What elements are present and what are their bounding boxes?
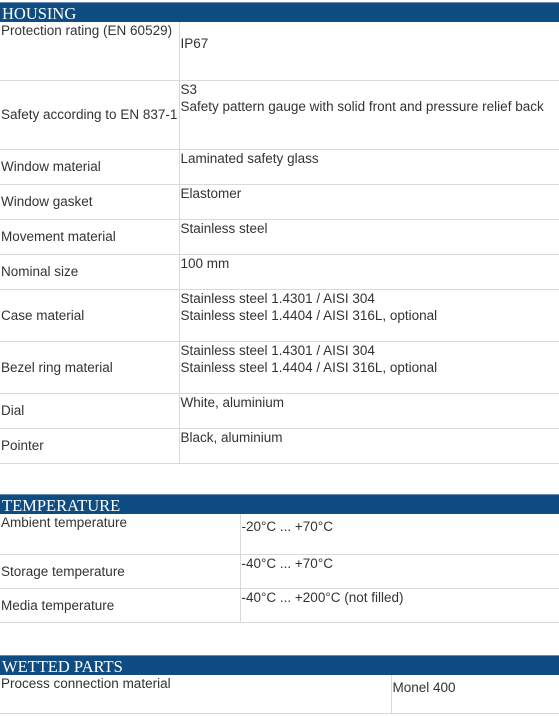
value-line: -20°C ... +70°C (241, 519, 333, 534)
value-line: -40°C ... +70°C (241, 555, 333, 571)
row-label: Window gasket (0, 184, 179, 219)
row-value (179, 184, 559, 219)
value-line: Elastomer (180, 185, 242, 201)
row-value (179, 289, 559, 341)
row-label: Storage temperature (0, 554, 240, 588)
value-line: Stainless steel 1.4301 / AISI 304 (180, 290, 375, 306)
table-row (0, 289, 559, 341)
row-value (179, 149, 559, 184)
value-line: Stainless steel 1.4404 / AISI 316L, optional (180, 307, 438, 323)
value-line: -40°C ... +200°C (not filled) (241, 589, 404, 605)
row-label: Protection rating (EN 60529) (0, 22, 179, 80)
table-row (0, 588, 559, 622)
table-row (0, 675, 559, 713)
table-row (0, 393, 559, 428)
wetted-parts-section (0, 655, 559, 714)
row-label: Safety according to EN 837-1 (0, 80, 179, 149)
section-header-housing: HOUSING (0, 2, 559, 22)
value-line: Stainless steel (180, 220, 268, 236)
temperature-table (0, 514, 559, 623)
value-line: Black, aluminium (180, 429, 283, 445)
row-label: Bezel ring material (0, 341, 179, 393)
row-label: Case material (0, 289, 179, 341)
row-value (179, 254, 559, 289)
row-label: Dial (0, 393, 179, 428)
section-header-wetted-parts: WETTED PARTS (0, 655, 559, 675)
temperature-section (0, 494, 559, 623)
value-line: Stainless steel 1.4301 / AISI 304 (180, 342, 375, 358)
row-value (179, 428, 559, 463)
row-value (240, 588, 559, 622)
value-line: Safety pattern gauge with solid front and pressure relief back (180, 98, 544, 114)
table-row (0, 428, 559, 463)
row-label: Process connection material (0, 675, 391, 713)
table-row (0, 254, 559, 289)
table-row (0, 514, 559, 554)
table-row (0, 22, 559, 80)
section-header-temperature: TEMPERATURE (0, 494, 559, 514)
value-line: White, aluminium (180, 394, 285, 410)
row-value (240, 514, 559, 554)
value-line: Stainless steel 1.4404 / AISI 316L, optional (180, 359, 438, 375)
housing-section (0, 2, 559, 464)
value-line: 100 mm (180, 255, 230, 271)
row-value (179, 393, 559, 428)
row-label: Ambient temperature (0, 514, 240, 554)
table-row (0, 184, 559, 219)
table-row (0, 149, 559, 184)
row-value (179, 219, 559, 254)
row-value (179, 80, 559, 149)
housing-table (0, 22, 559, 464)
table-row (0, 341, 559, 393)
table-row (0, 80, 559, 149)
value-line: S3 (180, 81, 198, 97)
row-value (391, 675, 559, 713)
row-label: Media temperature (0, 588, 240, 622)
row-value (179, 22, 559, 80)
row-value (240, 554, 559, 588)
value-line: IP67 (180, 36, 209, 51)
row-value (179, 341, 559, 393)
table-row (0, 219, 559, 254)
value-line: Laminated safety glass (180, 150, 319, 166)
row-label: Nominal size (0, 254, 179, 289)
value-line: Monel 400 (392, 680, 456, 695)
wetted-parts-table (0, 675, 559, 714)
row-label: Pointer (0, 428, 179, 463)
row-label: Window material (0, 149, 179, 184)
table-row (0, 554, 559, 588)
row-label: Movement material (0, 219, 179, 254)
